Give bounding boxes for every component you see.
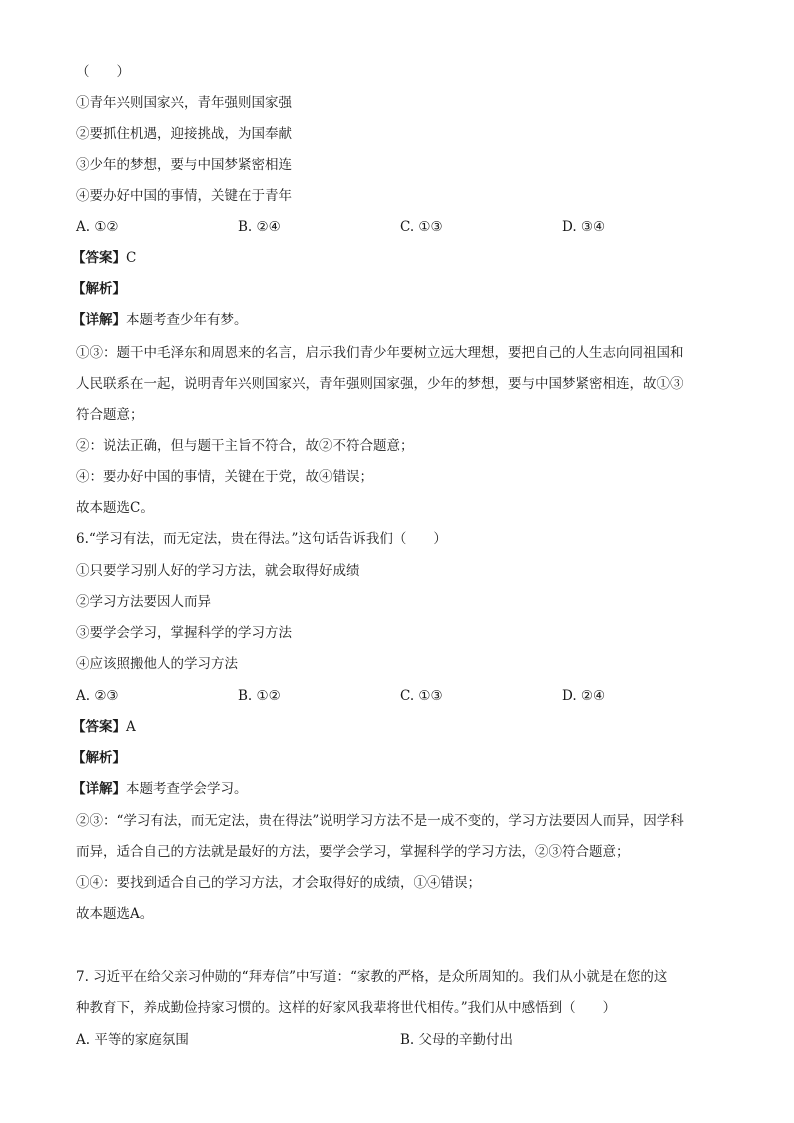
q7-stem-line-1: 7. 习近平在给父亲习仲勋的“拜寿信”中写道：“家教的严格，是众所周知的。我们从小就是在您的这 [76, 969, 668, 985]
q6-detail [72, 780, 248, 798]
q5-option-a: A. ①② [76, 219, 119, 235]
q5-expl-line-4: ②：说法正确，但与题干主旨不符合，故②不符合题意； [76, 438, 414, 454]
q5-stem-tail: （ ） [76, 64, 130, 80]
q5-detail [72, 311, 248, 329]
q7-stem-line-2: 种教育下，养成勤俭持家习惯的。这样的好家风我辈将世代相传。”我们从中感悟到（ ） [76, 1000, 617, 1016]
q6-option-b: B. ①② [238, 688, 281, 704]
q5-statement-1: ①青年兴则国家兴，青年强则国家强 [76, 95, 292, 111]
q6-statement-3: ③要学会学习，掌握科学的学习方法 [76, 625, 292, 641]
q6-statement-4: ④应该照搬他人的学习方法 [76, 656, 238, 672]
q5-detail-tag: 【详解】 [72, 312, 126, 328]
q6-expl-line-1: ②③：“学习有法，而无定法，贵在得法”说明学习方法不是一成不变的，学习方法要因人而异，因学科 [76, 813, 684, 829]
q5-statement-4: ④要办好中国的事情，关键在于青年 [76, 188, 292, 204]
q7-option-b: B. 父母的辛勤付出 [400, 1032, 514, 1048]
q6-stem: 6.“学习有法，而无定法，贵在得法。”这句话告诉我们（ ） [76, 531, 447, 547]
q6-statement-2: ②学习方法要因人而异 [76, 594, 211, 610]
q5-statement-3: ③少年的梦想，要与中国梦紧密相连 [76, 157, 292, 173]
q5-option-d: D. ③④ [562, 219, 606, 235]
q6-option-a: A. ②③ [76, 688, 119, 704]
q6-detail-text: 本题考查学会学习。 [126, 781, 248, 797]
q6-expl-line-2: 而异，适合自己的方法就是最好的方法，要学会学习，掌握科学的学习方法，②③符合题意； [76, 844, 630, 860]
q5-answer-tag: 【答案】 [72, 250, 126, 266]
q6-option-d: D. ②④ [562, 688, 606, 704]
q5-detail-text: 本题考查少年有梦。 [126, 312, 248, 328]
q6-answer-tag: 【答案】 [72, 719, 126, 735]
q6-expl-line-4: 故本题选A。 [76, 906, 154, 922]
q6-answer [72, 718, 136, 736]
q5-answer [72, 249, 136, 267]
q5-expl-line-6: 故本题选C。 [76, 500, 154, 516]
q5-options [76, 218, 716, 236]
q5-expl-line-3: 符合题意； [76, 407, 144, 423]
q6-expl-line-3: ①④：要找到适合自己的学习方法，才会取得好的成绩，①④错误； [76, 875, 481, 891]
q6-analysis-tag: 【解析】 [72, 750, 126, 766]
q5-analysis-tag: 【解析】 [72, 281, 126, 297]
q5-option-b: B. ②④ [238, 219, 281, 235]
q5-expl-line-5: ④：要办好中国的事情，关键在于党，故④错误； [76, 469, 373, 485]
q5-expl-line-2: 人民联系在一起，说明青年兴则国家兴，青年强则国家强，少年的梦想，要与中国梦紧密相连，故①③ [76, 376, 684, 392]
q6-detail-tag: 【详解】 [72, 781, 126, 797]
q7-options [76, 1031, 716, 1049]
q5-expl-line-1: ①③：题干中毛泽东和周恩来的名言，启示我们青少年要树立远大理想，要把自己的人生志向同祖国和 [76, 345, 684, 361]
q6-option-c: C. ①③ [400, 688, 443, 704]
q6-statement-1: ①只要学习别人好的学习方法，就会取得好成绩 [76, 563, 360, 579]
q6-answer-value: A [126, 719, 136, 735]
q5-option-c: C. ①③ [400, 219, 443, 235]
q7-option-a: A. 平等的家庭氛围 [76, 1032, 189, 1048]
q6-options [76, 687, 716, 705]
q5-answer-value: C [126, 250, 137, 266]
q5-statement-2: ②要抓住机遇，迎接挑战，为国奉献 [76, 126, 292, 142]
